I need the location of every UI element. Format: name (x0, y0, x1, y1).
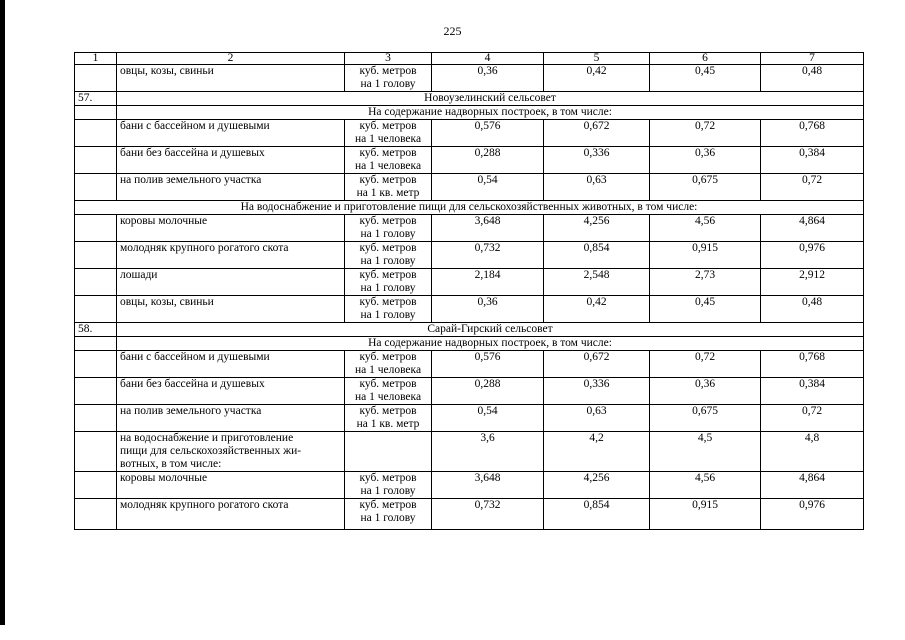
unit-cell (345, 432, 432, 472)
unit-line: куб. метров (359, 296, 417, 308)
row-number-cell (75, 147, 117, 174)
table-row (75, 147, 864, 174)
value-cell: 2,548 (544, 269, 650, 296)
subsection-row (75, 201, 864, 215)
row-number-cell (75, 65, 117, 92)
item-name-cell: бани с бассейном и душевыми (117, 120, 345, 147)
table-row (75, 351, 864, 378)
row-number-cell (75, 120, 117, 147)
name-line: на водоснабжение и приготовление (120, 432, 294, 444)
row-number-cell (75, 106, 117, 120)
value-cell: 0,732 (432, 499, 544, 530)
value-cell: 4,2 (544, 432, 650, 472)
unit-line: на 1 голову (360, 228, 416, 240)
value-cell: 0,732 (432, 242, 544, 269)
unit-line: куб. метров (359, 242, 417, 254)
value-cell: 0,854 (544, 499, 650, 530)
value-cell: 4,56 (650, 472, 761, 499)
table-row (75, 472, 864, 499)
unit-line: на 1 голову (360, 282, 416, 294)
value-cell: 0,54 (432, 174, 544, 201)
item-name-cell: на полив земельного участка (117, 174, 345, 201)
value-cell: 0,36 (650, 378, 761, 405)
value-cell: 0,42 (544, 296, 650, 323)
unit-line: куб. метров (359, 174, 417, 186)
value-cell: 0,48 (761, 65, 864, 92)
item-name-cell: овцы, козы, свиньи (117, 296, 345, 323)
column-header: 4 (432, 53, 544, 65)
unit-line: куб. метров (359, 269, 417, 281)
unit-cell (345, 120, 432, 147)
value-cell: 0,63 (544, 174, 650, 201)
left-edge-bar (0, 0, 5, 625)
value-cell: 0,63 (544, 405, 650, 432)
value-cell: 0,672 (544, 351, 650, 378)
table-row (75, 65, 864, 92)
table-row (75, 120, 864, 147)
unit-cell (345, 351, 432, 378)
unit-line: на 1 голову (360, 485, 416, 497)
table-row (75, 296, 864, 323)
value-cell: 0,384 (761, 147, 864, 174)
unit-line: на 1 человека (354, 391, 422, 403)
subsection-row (75, 106, 864, 120)
row-number-cell (75, 405, 117, 432)
value-cell: 0,36 (650, 147, 761, 174)
value-cell: 0,36 (432, 296, 544, 323)
unit-cell (345, 296, 432, 323)
row-number-cell (75, 432, 117, 472)
unit-cell (345, 405, 432, 432)
table-row (75, 499, 864, 530)
item-name-cell: молодняк крупного рогатого скота (117, 499, 345, 530)
value-cell: 0,72 (761, 405, 864, 432)
row-number-cell (75, 472, 117, 499)
value-cell: 0,675 (650, 405, 761, 432)
value-cell: 0,576 (432, 120, 544, 147)
value-cell: 0,675 (650, 174, 761, 201)
value-cell: 3,6 (432, 432, 544, 472)
unit-line: куб. метров (359, 405, 417, 417)
column-header: 6 (650, 53, 761, 65)
value-cell: 0,72 (650, 120, 761, 147)
column-header: 5 (544, 53, 650, 65)
unit-line: на 1 человека (354, 160, 422, 172)
item-name-cell: лошади (117, 269, 345, 296)
row-number-cell (75, 215, 117, 242)
value-cell: 4,8 (761, 432, 864, 472)
section-number: 58. (75, 323, 117, 337)
value-cell: 0,288 (432, 378, 544, 405)
value-cell: 4,56 (650, 215, 761, 242)
value-cell: 0,36 (432, 65, 544, 92)
section-title-row (75, 92, 864, 106)
unit-line: на 1 человека (354, 364, 422, 376)
unit-line: куб. метров (359, 351, 417, 363)
unit-cell (345, 269, 432, 296)
unit-cell (345, 242, 432, 269)
table-row (75, 242, 864, 269)
unit-line: куб. метров (359, 499, 417, 511)
unit-cell (345, 378, 432, 405)
section-title: Сарай-Гирский сельсовет (117, 323, 864, 337)
header-row (75, 53, 864, 65)
row-number-cell (75, 269, 117, 296)
value-cell: 0,336 (544, 378, 650, 405)
unit-line: куб. метров (359, 215, 417, 227)
section-title: Новоузелинский сельсовет (117, 92, 864, 106)
value-cell: 4,864 (761, 215, 864, 242)
value-cell: 0,384 (761, 378, 864, 405)
item-name-cell: овцы, козы, свиньи (117, 65, 345, 92)
table-row (75, 269, 864, 296)
unit-line: куб. метров (359, 147, 417, 159)
unit-line: куб. метров (359, 378, 417, 390)
value-cell: 0,72 (650, 351, 761, 378)
table-row (75, 405, 864, 432)
column-header: 1 (75, 53, 117, 65)
unit-line: на 1 голову (360, 309, 416, 321)
table-row (75, 432, 864, 472)
unit-cell (345, 174, 432, 201)
item-name-cell: бани без бассейна и душевых (117, 378, 345, 405)
name-line: вотных, в том числе: (120, 458, 222, 470)
row-number-cell (75, 378, 117, 405)
value-cell: 2,184 (432, 269, 544, 296)
unit-line: на 1 кв. метр (356, 418, 420, 430)
unit-line: на 1 голову (360, 78, 416, 90)
subsection-title: На содержание надворных построек, в том числе: (117, 337, 864, 351)
row-number-cell (75, 174, 117, 201)
value-cell: 0,45 (650, 65, 761, 92)
unit-cell (345, 215, 432, 242)
value-cell: 0,976 (761, 242, 864, 269)
subsection-title: На содержание надворных построек, в том числе: (117, 106, 864, 120)
item-name-cell: бани с бассейном и душевыми (117, 351, 345, 378)
column-header: 2 (117, 53, 345, 65)
name-line: пищи для сельскохозяйственных жи- (120, 445, 302, 457)
value-cell: 2,912 (761, 269, 864, 296)
unit-cell (345, 499, 432, 530)
unit-line: на 1 человека (354, 133, 422, 145)
value-cell: 0,768 (761, 120, 864, 147)
value-cell: 0,54 (432, 405, 544, 432)
value-cell: 0,288 (432, 147, 544, 174)
value-cell: 0,976 (761, 499, 864, 530)
unit-line: куб. метров (359, 120, 417, 132)
value-cell: 0,576 (432, 351, 544, 378)
value-cell: 0,45 (650, 296, 761, 323)
unit-line: куб. метров (359, 65, 417, 77)
section-number: 57. (75, 92, 117, 106)
item-name-cell (117, 432, 345, 472)
value-cell: 3,648 (432, 472, 544, 499)
item-name-cell: на полив земельного участка (117, 405, 345, 432)
unit-line: на 1 голову (360, 255, 416, 267)
value-cell: 2,73 (650, 269, 761, 296)
value-cell: 0,915 (650, 499, 761, 530)
row-number-cell (75, 337, 117, 351)
value-cell: 0,336 (544, 147, 650, 174)
subsection-title: На водоснабжение и приготовление пищи для сельскохозяйственных животных, в том числе: (75, 201, 864, 215)
value-cell: 3,648 (432, 215, 544, 242)
subsection-row (75, 337, 864, 351)
table-row (75, 215, 864, 242)
value-cell: 0,915 (650, 242, 761, 269)
unit-line: на 1 голову (360, 512, 416, 524)
column-header: 7 (761, 53, 864, 65)
value-cell: 4,864 (761, 472, 864, 499)
column-header: 3 (345, 53, 432, 65)
unit-line: куб. метров (359, 472, 417, 484)
table-row (75, 174, 864, 201)
item-name-cell: бани без бассейна и душевых (117, 147, 345, 174)
row-number-cell (75, 351, 117, 378)
unit-cell (345, 472, 432, 499)
value-cell: 0,768 (761, 351, 864, 378)
value-cell: 0,48 (761, 296, 864, 323)
unit-cell (345, 147, 432, 174)
row-number-cell (75, 499, 117, 530)
item-name-cell: молодняк крупного рогатого скота (117, 242, 345, 269)
value-cell: 0,72 (761, 174, 864, 201)
value-cell: 0,854 (544, 242, 650, 269)
unit-cell (345, 65, 432, 92)
value-cell: 4,256 (544, 215, 650, 242)
page-number: 225 (443, 24, 462, 38)
value-cell: 4,5 (650, 432, 761, 472)
row-number-cell (75, 296, 117, 323)
item-name-cell: коровы молочные (117, 472, 345, 499)
item-name-cell: коровы молочные (117, 215, 345, 242)
section-title-row (75, 323, 864, 337)
value-cell: 0,42 (544, 65, 650, 92)
row-number-cell (75, 242, 117, 269)
value-cell: 4,256 (544, 472, 650, 499)
table-row (75, 378, 864, 405)
value-cell: 0,672 (544, 120, 650, 147)
unit-line: на 1 кв. метр (356, 187, 420, 199)
water-norms-table (74, 52, 864, 530)
